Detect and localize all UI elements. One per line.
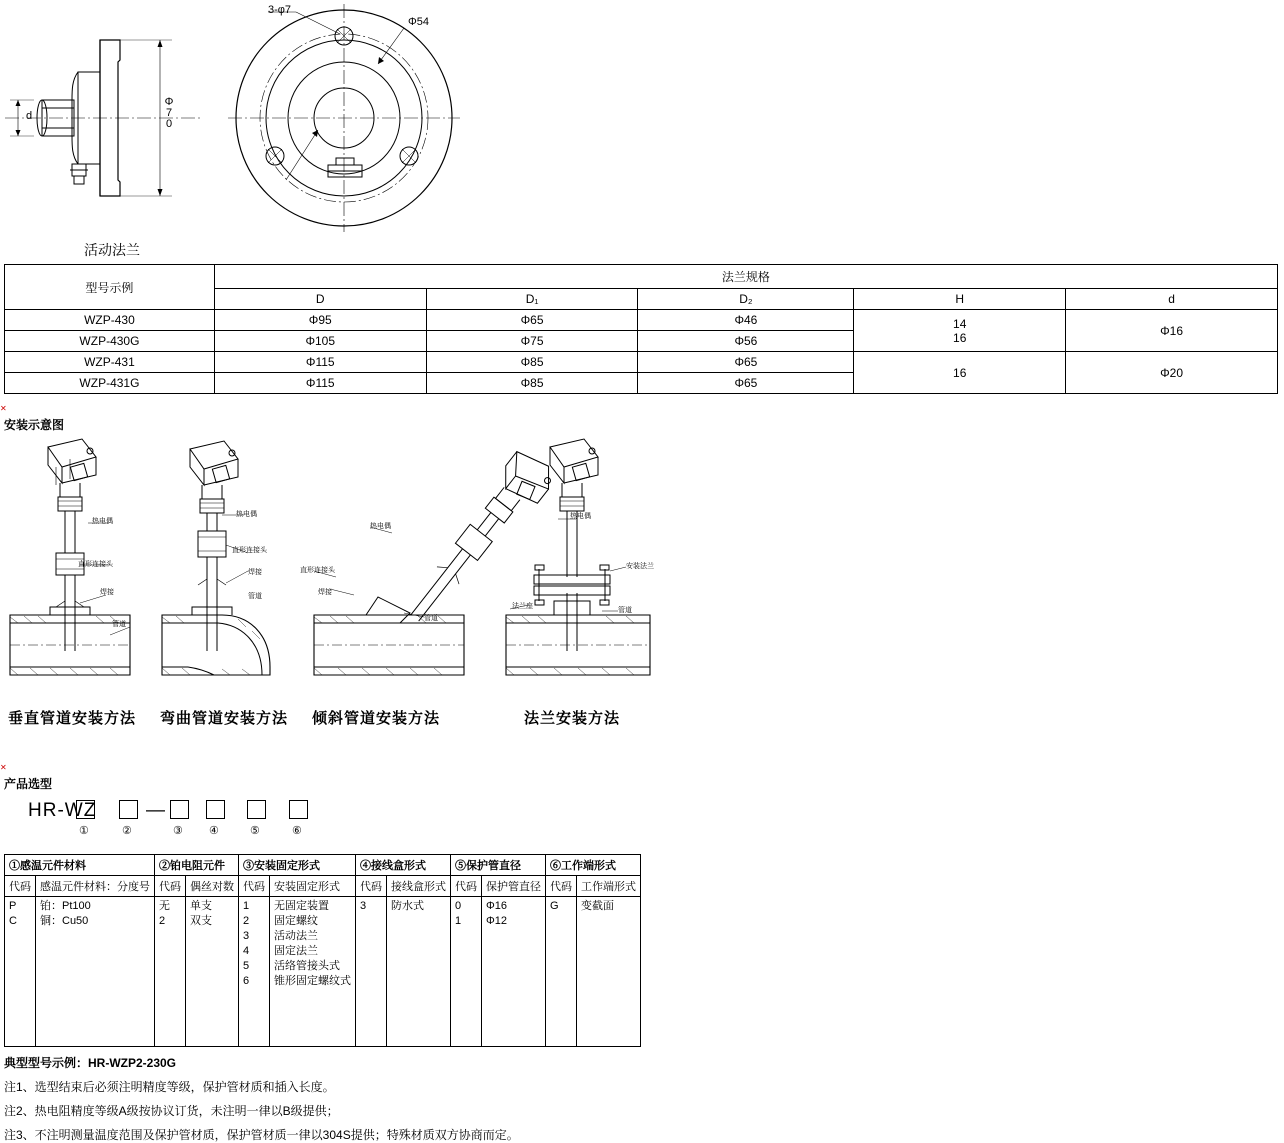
- col1-code-item: C: [9, 915, 17, 927]
- callout-label: 热电偶: [236, 511, 257, 518]
- group-header-5: ⑤保护管直径: [451, 855, 546, 876]
- subheader-c6-name: 工作端形式: [577, 876, 641, 897]
- cell-model: WZP-431: [5, 352, 215, 373]
- col5-names: [482, 897, 546, 1047]
- col1-name-item: 铂：Pt100: [40, 900, 91, 912]
- cell-D1: Φ65: [426, 310, 638, 331]
- cell-H: [854, 310, 1066, 352]
- group-header-4: ④接线盒形式: [356, 855, 451, 876]
- model-prefix: HR-WZ: [28, 800, 97, 821]
- cell-model: WZP-430G: [5, 331, 215, 352]
- dim-label-phi54: Φ54: [408, 16, 430, 28]
- callout-label: 管道: [618, 607, 632, 614]
- model-box-1[interactable]: [76, 800, 95, 819]
- header-d: d: [1066, 289, 1278, 310]
- dim-label-d: d: [26, 110, 33, 122]
- col1-code-item: P: [9, 900, 17, 912]
- callout-label: 法兰座: [512, 603, 533, 610]
- header-D: D: [214, 289, 426, 310]
- model-section-title: 产品选型: [4, 777, 53, 791]
- installation-diagrams: [0, 435, 1284, 735]
- col5-code-item: 0: [455, 900, 462, 912]
- col3-code-item: 5: [243, 960, 250, 972]
- cell-D1: Φ85: [426, 352, 638, 373]
- col3-code-item: 2: [243, 915, 250, 927]
- col5-name-item: Φ16: [486, 900, 508, 912]
- callout-label: 焊接: [248, 569, 262, 576]
- col1-names: [36, 897, 155, 1047]
- model-num-3: ③: [173, 825, 183, 837]
- subheader-c3-name: 安装固定形式: [270, 876, 356, 897]
- col6-codes: [546, 897, 577, 1047]
- col5-name-item: Φ12: [486, 915, 508, 927]
- model-num-2: ②: [122, 825, 132, 837]
- callout-label: 直形连接头: [78, 561, 113, 568]
- col3-code-item: 3: [243, 930, 250, 942]
- model-num-6: ⑥: [292, 825, 302, 837]
- col4-codes: [356, 897, 387, 1047]
- col3-code-item: 4: [243, 945, 250, 957]
- col3-name-item: 无固定装置: [274, 900, 329, 912]
- install-caption-bent: 弯曲管道安装方法: [160, 710, 289, 727]
- header-D1: D₁: [426, 289, 638, 310]
- callout-label: 安装法兰: [626, 563, 654, 570]
- col4-name-item: 防水式: [391, 900, 424, 912]
- col6-code-item: G: [550, 900, 559, 912]
- install-section-title: 安装示意图: [4, 418, 65, 432]
- cell-D2: Φ65: [638, 352, 854, 373]
- cell-d: Φ16: [1066, 310, 1278, 352]
- col2-name-item: 单支: [190, 900, 212, 912]
- group-header-2: ②铂电阻元件: [155, 855, 239, 876]
- cell-model: WZP-431G: [5, 373, 215, 394]
- callout-label: 焊接: [318, 589, 332, 596]
- callout-label: 热电偶: [570, 513, 591, 520]
- subheader-c2-name: 偶丝对数: [186, 876, 239, 897]
- col1-name-item: 铜：Cu50: [40, 915, 89, 927]
- subheader-c2-code: 代码: [155, 876, 186, 897]
- cell-model: WZP-430: [5, 310, 215, 331]
- flange-spec-table: [4, 264, 1278, 394]
- cell-d: Φ20: [1066, 352, 1278, 394]
- table-header-row: [5, 265, 1278, 289]
- subheader-c1-name: 感温元件材料：分度号: [36, 876, 155, 897]
- col2-code-item: 无: [159, 900, 170, 912]
- cell-H: 16: [854, 352, 1066, 394]
- col3-name-item: 固定螺纹: [274, 915, 318, 927]
- selection-body-row: [5, 897, 641, 1047]
- dim-label-3phi7: 3-φ7: [268, 4, 292, 16]
- col5-codes: [451, 897, 482, 1047]
- col1-codes: [5, 897, 36, 1047]
- note-1: 注1、选型结束后必须注明精度等级，保护管材质和插入长度。: [4, 1080, 335, 1094]
- typical-model-example: 典型型号示例：HR-WZP2-230G: [4, 1056, 177, 1070]
- cell-D: Φ95: [214, 310, 426, 331]
- model-box-5[interactable]: [247, 800, 266, 819]
- broken-image-icon-2: ✕: [0, 763, 7, 772]
- cell-D1: Φ75: [426, 331, 638, 352]
- subheader-c5-code: 代码: [451, 876, 482, 897]
- col3-name-item: 活络管接头式: [274, 960, 340, 972]
- model-box-3[interactable]: [170, 800, 189, 819]
- group-header-6: ⑥工作端形式: [546, 855, 641, 876]
- callout-label: 直形连接头: [300, 567, 335, 574]
- install-caption-vertical: 垂直管道安装方法: [8, 710, 137, 727]
- header-model: 型号示例: [5, 265, 215, 310]
- model-box-6[interactable]: [289, 800, 308, 819]
- selection-subheader-row: [5, 876, 641, 897]
- model-box-2[interactable]: [119, 800, 138, 819]
- col5-code-item: 1: [455, 915, 462, 927]
- col2-codes: [155, 897, 186, 1047]
- table-row: [5, 352, 1278, 373]
- selection-group-header-row: [5, 855, 641, 876]
- model-dash: —: [146, 800, 165, 821]
- table-row: [5, 310, 1278, 331]
- subheader-c5-name: 保护管直径: [482, 876, 546, 897]
- subheader-c1-code: 代码: [5, 876, 36, 897]
- model-box-4[interactable]: [206, 800, 225, 819]
- col6-name-item: 变截面: [581, 900, 614, 912]
- col3-code-item: 6: [243, 975, 250, 987]
- model-code-diagram: [28, 796, 1284, 850]
- cell-D2: Φ46: [638, 310, 854, 331]
- col3-name-item: 锥形固定螺纹式: [274, 975, 351, 987]
- callout-label: 焊接: [100, 589, 114, 596]
- cell-D2: Φ65: [638, 373, 854, 394]
- col3-name-item: 活动法兰: [274, 930, 318, 942]
- cell-D: Φ115: [214, 373, 426, 394]
- selection-table: [4, 854, 641, 1047]
- callout-label: 直形连接头: [232, 547, 267, 554]
- col4-code-item: 3: [360, 900, 367, 912]
- group-header-3: ③安装固定形式: [239, 855, 356, 876]
- callout-label: 管道: [248, 593, 262, 600]
- col2-code-item: 2: [159, 915, 166, 927]
- install-caption-inclined: 倾斜管道安装方法: [312, 710, 441, 727]
- flange-drawings: [0, 0, 1284, 240]
- cell-D: Φ105: [214, 331, 426, 352]
- model-num-5: ⑤: [250, 825, 260, 837]
- col3-codes: [239, 897, 270, 1047]
- col6-names: [577, 897, 641, 1047]
- header-H: H: [854, 289, 1066, 310]
- callout-label: 热电偶: [370, 523, 391, 530]
- col4-names: [387, 897, 451, 1047]
- broken-image-icon: ✕: [0, 404, 7, 413]
- col3-names: [270, 897, 356, 1047]
- model-num-1: ①: [79, 825, 89, 837]
- subheader-c4-code: 代码: [356, 876, 387, 897]
- install-caption-flange: 法兰安装方法: [524, 710, 621, 727]
- header-group-flange-spec: 法兰规格: [214, 265, 1277, 289]
- cell-D1: Φ85: [426, 373, 638, 394]
- subheader-c4-name: 接线盒形式: [387, 876, 451, 897]
- cell-D2: Φ56: [638, 331, 854, 352]
- flange-technical-drawing: [0, 0, 640, 240]
- col3-code-item: 1: [243, 900, 250, 912]
- col3-name-item: 固定法兰: [274, 945, 318, 957]
- callout-label: 管道: [424, 615, 438, 622]
- callout-label: 管道: [112, 621, 126, 628]
- flange-subheading: 活动法兰: [84, 242, 140, 258]
- dim-label-phi70: Φ70: [163, 96, 175, 129]
- cell-H-value-2: 16: [953, 330, 967, 345]
- subheader-c3-code: 代码: [239, 876, 270, 897]
- group-header-1: ①感温元件材料: [5, 855, 155, 876]
- cell-H-value-1: 14: [953, 316, 967, 331]
- col2-names: [186, 897, 239, 1047]
- header-D2: D₂: [638, 289, 854, 310]
- note-2: 注2、热电阻精度等级A级按协议订货，未注明一律以B级提供；: [4, 1104, 339, 1118]
- cell-D: Φ115: [214, 352, 426, 373]
- model-num-4: ④: [209, 825, 219, 837]
- subheader-c6-code: 代码: [546, 876, 577, 897]
- note-3: 注3、不注明测量温度范围及保护管材质，保护管材质一律以304S提供；特殊材质双方协商而定。: [4, 1128, 519, 1142]
- callout-label: 热电偶: [92, 518, 113, 525]
- col2-name-item: 双支: [190, 915, 212, 927]
